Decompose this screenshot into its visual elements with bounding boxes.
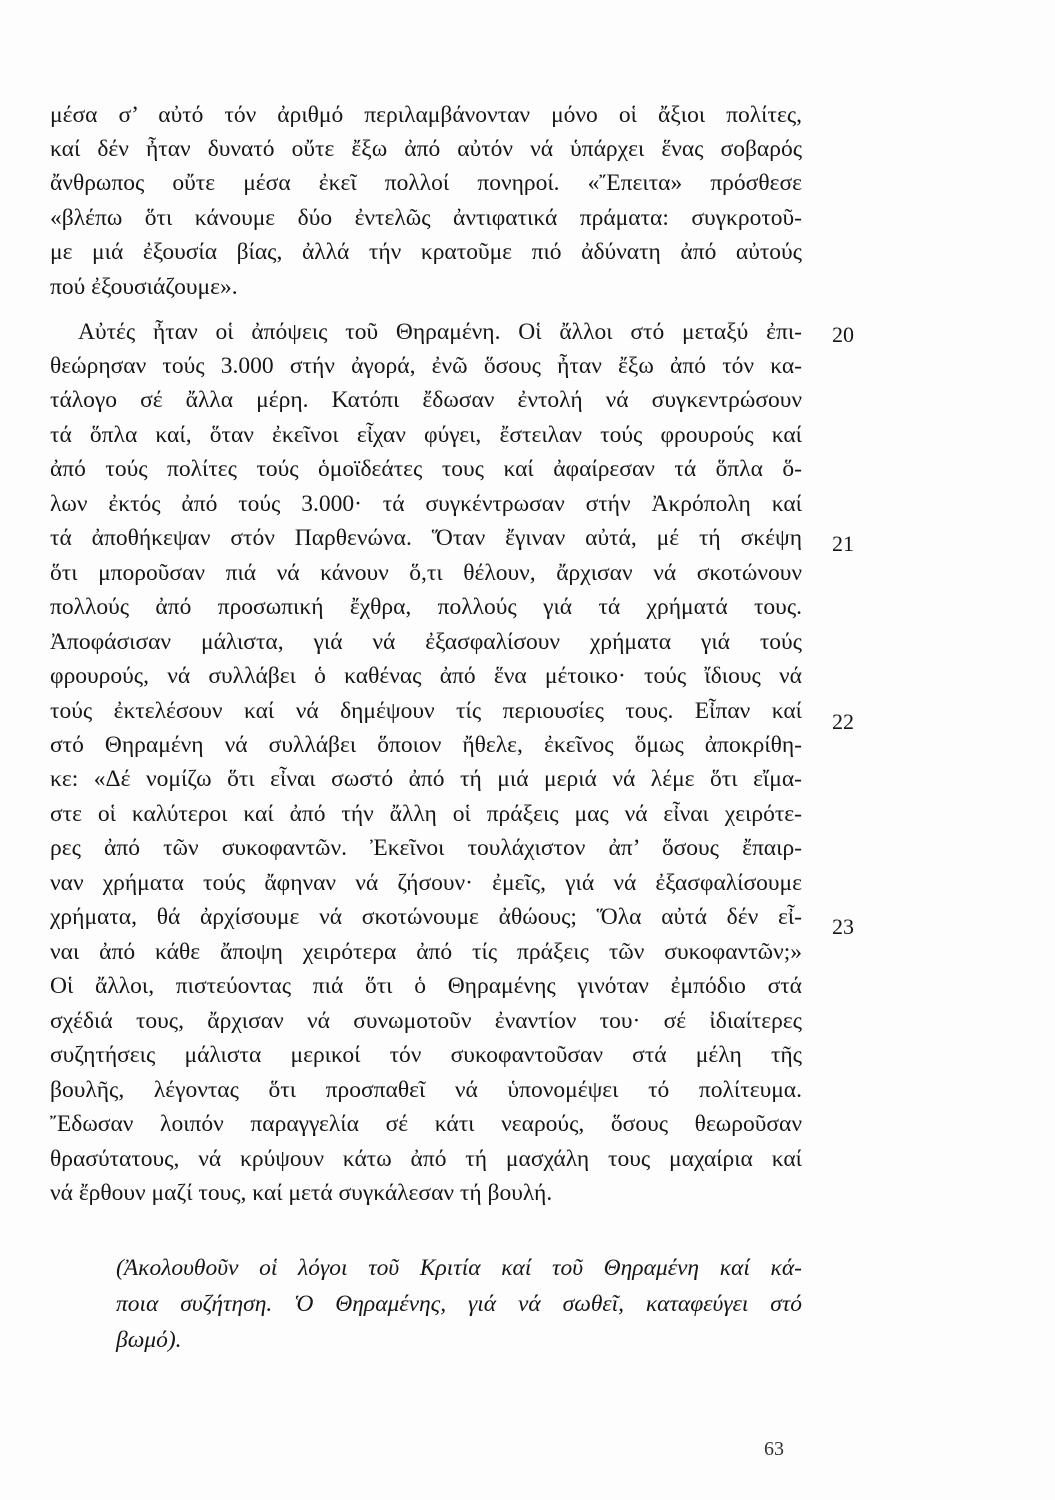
text-line: Ἔδωσαν λοιπόν παραγγελία σέ κάτι νεαρούς, ὅσους θεωροῦσαν	[50, 1111, 802, 1137]
text-line: Οἱ ἄλλοι, πιστεύοντας πιά ὅτι ὁ Θηραμένης γινόταν ἐμπόδιο στά	[50, 973, 802, 999]
text-line: λων ἐκτός ἀπό τούς 3.000· τά συγκέντρωσαν στήν Ἀκρόπολη καί	[50, 491, 802, 517]
text-line: ναν χρήματα τούς ἄφηναν νά ζήσουν· ἐμεῖς, γιά νά ἐξασφαλίσουμε	[50, 870, 802, 896]
text-line: μέσα σ’ αὐτό τόν ἀριθμό περιλαμβάνονταν μόνο οἱ ἄξιοι πολίτες,	[50, 102, 802, 128]
text-line: στό Θηραμένη νά συλλάβει ὅποιον ἤθελε, ἐκεῖνος ὅμως ἀποκρίθη-	[50, 732, 802, 758]
note-line: (Ἀκολουθοῦν οἱ λόγοι τοῦ Κριτία καί τοῦ Θηραμένη καί κά-	[116, 1255, 802, 1281]
text-line: πού ἐξουσιάζουμε».	[50, 274, 238, 300]
text-line: θρασύτατους, νά κρύψουν κάτω ἀπό τή μασχάλη τους μαχαίρια καί	[50, 1146, 802, 1172]
text-line: με μιά ἐξουσία βίας, ἀλλά τήν κρατοῦμε πιό ἀδύνατη ἀπό αὐτούς	[50, 239, 802, 265]
section-number: 21	[832, 531, 854, 556]
text-line: φρουρούς, νά συλλάβει ὁ καθένας ἀπό ἕνα μέτοικο· τούς ἴδιους νά	[50, 663, 802, 689]
text-line: τά ἀποθήκεψαν στόν Παρθενώνα. Ὅταν ἔγιναν αὐτά, μέ τή σκέψη	[50, 525, 802, 551]
text-line: νά ἔρθουν μαζί τους, καί μετά συγκάλεσαν τή βουλή.	[50, 1180, 553, 1206]
text-line: σχέδιά τους, ἄρχισαν νά συνωμοτοῦν ἐναντίον του· σέ ἰδιαίτερες	[50, 1008, 802, 1034]
text-line: βουλῆς, λέγοντας ὅτι προσπαθεῖ νά ὑπονομέψει τό πολίτευμα.	[50, 1077, 802, 1103]
text-line: πολλούς ἀπό προσωπική ἔχθρα, πολλούς γιά τά χρήματά τους.	[50, 594, 802, 620]
text-line: ἄνθρωπος οὔτε μέσα ἐκεῖ πολλοί πονηροί. «Ἔπειτα» πρόσθεσε	[50, 170, 802, 196]
text-line: καί δέν ἦταν δυνατό οὔτε ἔξω ἀπό αὐτόν νά ὑπάρχει ἕνας σοβαρός	[50, 136, 802, 162]
text-line: κε: «Δέ νομίζω ὅτι εἶναι σωστό ἀπό τή μιά μεριά νά λέμε ὅτι εἴμα-	[50, 766, 802, 792]
text-line: ρες ἀπό τῶν συκοφαντῶν. Ἐκεῖνοι τουλάχιστον ἀπ’ ὅσους ἔπαιρ-	[50, 835, 802, 861]
page-number: 63	[764, 1438, 784, 1460]
text-line: ὅτι μποροῦσαν πιά νά κάνουν ὅ,τι θέλουν, ἄρχισαν νά σκοτώνουν	[50, 560, 802, 586]
text-line: συζητήσεις μάλιστα μερικοί τόν συκοφαντοῦσαν στά μέλη τῆς	[50, 1042, 802, 1068]
text-line: στε οἱ καλύτεροι καί ἀπό τήν ἄλλη οἱ πράξεις μας νά εἶναι χειρότε-	[50, 801, 802, 827]
note-line: ποια συζήτηση. Ὁ Θηραμένης, γιά νά σωθεῖ, καταφεύγει στό	[116, 1291, 802, 1317]
text-line: Αὐτές ἦταν οἱ ἀπόψεις τοῦ Θηραμένη. Οἱ ἄλλοι στό μεταξύ ἐπι-	[78, 319, 802, 345]
text-line: Ἀποφάσισαν μάλιστα, γιά νά ἐξασφαλίσουν χρήματα γιά τούς	[50, 629, 802, 655]
section-number: 22	[832, 709, 854, 734]
text-line: ἀπό τούς πολίτες τούς ὁμοϊδεάτες τους καί ἀφαίρεσαν τά ὅπλα ὅ-	[50, 456, 802, 482]
text-line: θεώρησαν τούς 3.000 στήν ἀγορά, ἐνῶ ὅσους ἦταν ἔξω ἀπό τόν κα-	[50, 353, 802, 379]
note-line: βωμό).	[116, 1327, 182, 1353]
section-number: 20	[832, 322, 854, 347]
text-line: χρήματα, θά ἀρχίσουμε νά σκοτώνουμε ἀθώους; Ὅλα αὐτά δέν εἶ-	[50, 904, 802, 930]
text-line: τούς ἐκτελέσουν καί νά δημέψουν τίς περιουσίες τους. Εἶπαν καί	[50, 698, 802, 724]
text-line: τά ὅπλα καί, ὅταν ἐκεῖνοι εἶχαν φύγει, ἔστειλαν τούς φρουρούς καί	[50, 422, 802, 448]
section-number: 23	[832, 914, 854, 939]
text-line: τάλογο σέ ἄλλα μέρη. Κατόπι ἔδωσαν ἐντολή νά συγκεντρώσουν	[50, 387, 802, 413]
text-line: «βλέπω ὅτι κάνουμε δύο ἐντελῶς ἀντιφατικά πράματα: συγκροτοῦ-	[50, 205, 802, 231]
text-line: ναι ἀπό κάθε ἄποψη χειρότερα ἀπό τίς πράξεις τῶν συκοφαντῶν;»	[50, 939, 802, 965]
